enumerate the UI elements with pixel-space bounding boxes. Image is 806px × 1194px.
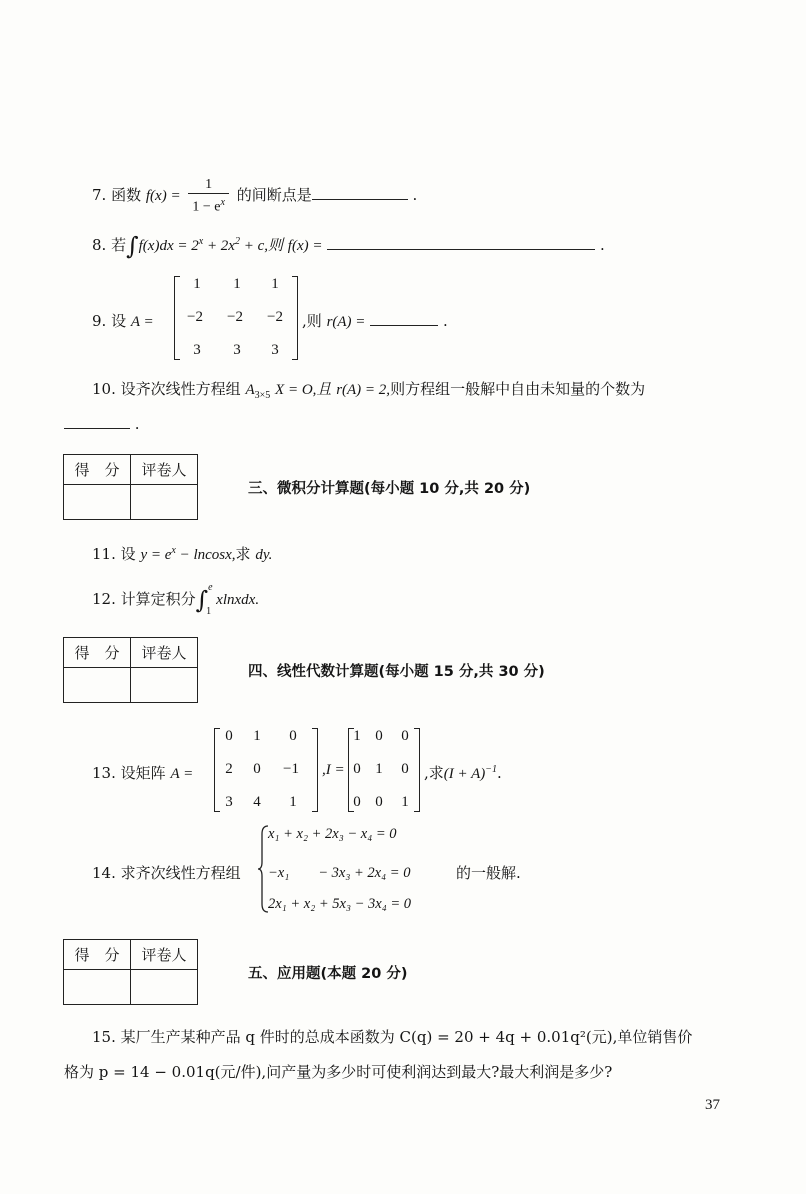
q13-number: 13.	[92, 764, 116, 782]
q8-end: .	[600, 236, 605, 254]
score-cell[interactable]	[64, 668, 131, 703]
q12-text: 计算定积分	[120, 590, 196, 608]
q10-A-sub: 3×5	[254, 390, 271, 401]
score-header: 得 分	[64, 638, 131, 668]
question-7	[92, 176, 417, 216]
q9-text-a: 设	[111, 312, 127, 330]
q11-dy: dy.	[255, 547, 273, 563]
q9-matrix	[174, 276, 298, 360]
q9-rA: r(A) =	[326, 314, 366, 330]
grader-cell[interactable]	[131, 970, 198, 1005]
page-number: 37	[705, 1097, 720, 1113]
q13-matrix-I-cell: 0	[375, 728, 383, 744]
q9-matrix-cell: 1	[271, 276, 279, 292]
q15-line-1: 15. 某厂生产某种产品 q 件时的总成本函数为 C(q) = 20 + 4q + 0.01q²(元),单位销售价	[92, 1028, 693, 1046]
q10-answer-blank	[64, 414, 130, 429]
question-8	[92, 232, 605, 260]
q9-end: .	[443, 312, 448, 330]
q9-matrix-left-bracket	[174, 276, 180, 360]
grader-header: 评卷人	[131, 940, 198, 970]
q13-matrix-A-cell: 3	[225, 794, 233, 810]
q9-answer-blank	[370, 311, 438, 326]
q10-rA: r(A) = 2,	[336, 382, 391, 398]
q13-matrix-I-cell: 1	[401, 794, 409, 810]
q7-text-a: 函数	[111, 185, 142, 204]
q13-matrix-I-cell: 1	[353, 728, 361, 744]
q9-text-b: ,则	[302, 312, 322, 330]
q10-end: .	[134, 415, 140, 433]
q7-fraction	[188, 176, 229, 216]
q9-A-eq: A =	[130, 314, 154, 330]
q7-frac-denominator: $1 - e^x$	[192, 197, 225, 215]
q8-answer-blank	[327, 235, 595, 250]
q15-line-2: 格为 p = 14 − 0.01q(元/件),问产量为多少时可使利润达到最大?最大利润是多少?	[64, 1063, 613, 1081]
q11-text-b: 求	[235, 545, 251, 563]
q13-matrix-A-cell: 0	[253, 761, 261, 777]
grader-cell[interactable]	[131, 668, 198, 703]
score-cell[interactable]	[64, 970, 131, 1005]
score-table-section-5	[63, 939, 198, 1005]
q13-matrix-I	[348, 728, 420, 812]
q11-text-a: 设	[120, 545, 136, 563]
q10-tail: 则方程组一般解中自由未知量的个数为	[390, 380, 646, 398]
q12-integral-sign: ∫	[195, 586, 209, 614]
q14-equation-3: 2x₁ + x₂ + 5x₃ − 3x₄ = 0	[268, 896, 412, 912]
q8-integral-sign: ∫	[126, 232, 139, 260]
q14-tail: 的一般解.	[456, 864, 521, 882]
section-3-heading: 三、微积分计算题(每小题 10 分,共 20 分)	[248, 481, 531, 497]
q14-label	[92, 862, 241, 883]
question-10	[92, 378, 645, 401]
score-header: 得 分	[64, 940, 131, 970]
q10-A: A	[245, 382, 255, 398]
q11-expr: $y = e^x - lncosx$,	[140, 545, 236, 563]
q14-text: 求齐次线性方程组	[120, 864, 241, 882]
q8-fx: f(x) =	[287, 238, 323, 254]
grader-header: 评卷人	[131, 638, 198, 668]
q10-rest: X = O,且	[275, 382, 332, 398]
q12-expr: xlnxdx.	[216, 592, 260, 608]
q9-tail	[302, 310, 448, 331]
q11-number: 11.	[92, 545, 116, 563]
q9-label	[92, 310, 154, 331]
q10-answer-line	[64, 414, 140, 433]
q12-number: 12.	[92, 590, 116, 608]
q13-matrix-I-cell: 1	[375, 761, 383, 777]
q7-number: 7.	[92, 185, 107, 204]
q7-answer-blank	[312, 185, 408, 200]
q8-number: 8.	[92, 236, 107, 254]
q13-matrix-I-cell: 0	[375, 794, 383, 810]
q10-number: 10.	[92, 380, 116, 398]
q14-equation-1: x₁ + x₂ + 2x₃ − x₄ = 0	[268, 826, 397, 842]
q13-matrix-I-cell: 0	[401, 761, 409, 777]
grader-header: 评卷人	[131, 455, 198, 485]
q9-matrix-cell: 3	[193, 342, 201, 358]
q13-A-eq: A =	[170, 766, 194, 782]
q13-tail	[424, 762, 502, 783]
q13-matrix-A-cell: −1	[283, 761, 299, 777]
q9-matrix-cell: 3	[271, 342, 279, 358]
q12-lower-limit: 1	[206, 606, 212, 617]
q13-tail-text: ,求	[424, 764, 444, 782]
score-table-section-3	[63, 454, 198, 520]
q9-matrix-cell: 3	[233, 342, 241, 358]
q8-text-a: 若	[111, 236, 127, 254]
q8-integrand: $f(x)dx = 2^x + 2x^2 + c$,则	[138, 236, 283, 254]
q13-text: 设矩阵	[120, 764, 166, 782]
q7-end: .	[412, 185, 418, 204]
grader-cell[interactable]	[131, 485, 198, 520]
q13-matrix-I-cell: 0	[353, 794, 361, 810]
q7-fx: f(x) =	[145, 187, 181, 204]
question-11	[92, 543, 272, 564]
q10-text: 设齐次线性方程组	[120, 380, 241, 398]
q13-matrix-A-cell: 1	[253, 728, 261, 744]
q13-matrix-A-right-bracket	[312, 728, 318, 812]
q13-matrix-A-cell: 2	[225, 761, 233, 777]
q9-matrix-cell: 1	[193, 276, 201, 292]
q14-equation-2: −x₁ − 3x₃ + 2x₄ = 0	[268, 865, 411, 881]
q13-matrix-A-cell: 1	[289, 794, 297, 810]
q13-expr: $(I + A)^{-1}$	[443, 764, 498, 782]
q9-matrix-cell: −2	[187, 309, 203, 325]
q13-matrix-I-cell: 0	[353, 761, 361, 777]
q12-upper-limit: e	[208, 582, 213, 593]
score-table-section-4	[63, 637, 198, 703]
q13-matrix-A-cell: 0	[289, 728, 297, 744]
q13-end: .	[497, 764, 502, 782]
score-header: 得 分	[64, 455, 131, 485]
q13-I-eq: ,I =	[322, 762, 345, 778]
q9-matrix-cell: −2	[267, 309, 283, 325]
q9-matrix-cell: −2	[227, 309, 243, 325]
score-cell[interactable]	[64, 485, 131, 520]
q13-matrix-A	[214, 728, 318, 812]
q7-text-b: 的间断点是	[236, 185, 312, 204]
q9-matrix-right-bracket	[292, 276, 298, 360]
q14-number: 14.	[92, 864, 116, 882]
section-4-heading: 四、线性代数计算题(每小题 15 分,共 30 分)	[248, 664, 545, 680]
question-12	[92, 582, 260, 617]
q13-label	[92, 762, 193, 783]
q13-matrix-A-cell: 0	[225, 728, 233, 744]
q13-matrix-I-cell: 0	[401, 728, 409, 744]
section-5-heading: 五、应用题(本题 20 分)	[248, 966, 408, 982]
q7-frac-numerator: 1	[188, 176, 229, 194]
q9-number: 9.	[92, 312, 107, 330]
q13-matrix-A-cell: 4	[253, 794, 261, 810]
q9-matrix-cell: 1	[233, 276, 241, 292]
